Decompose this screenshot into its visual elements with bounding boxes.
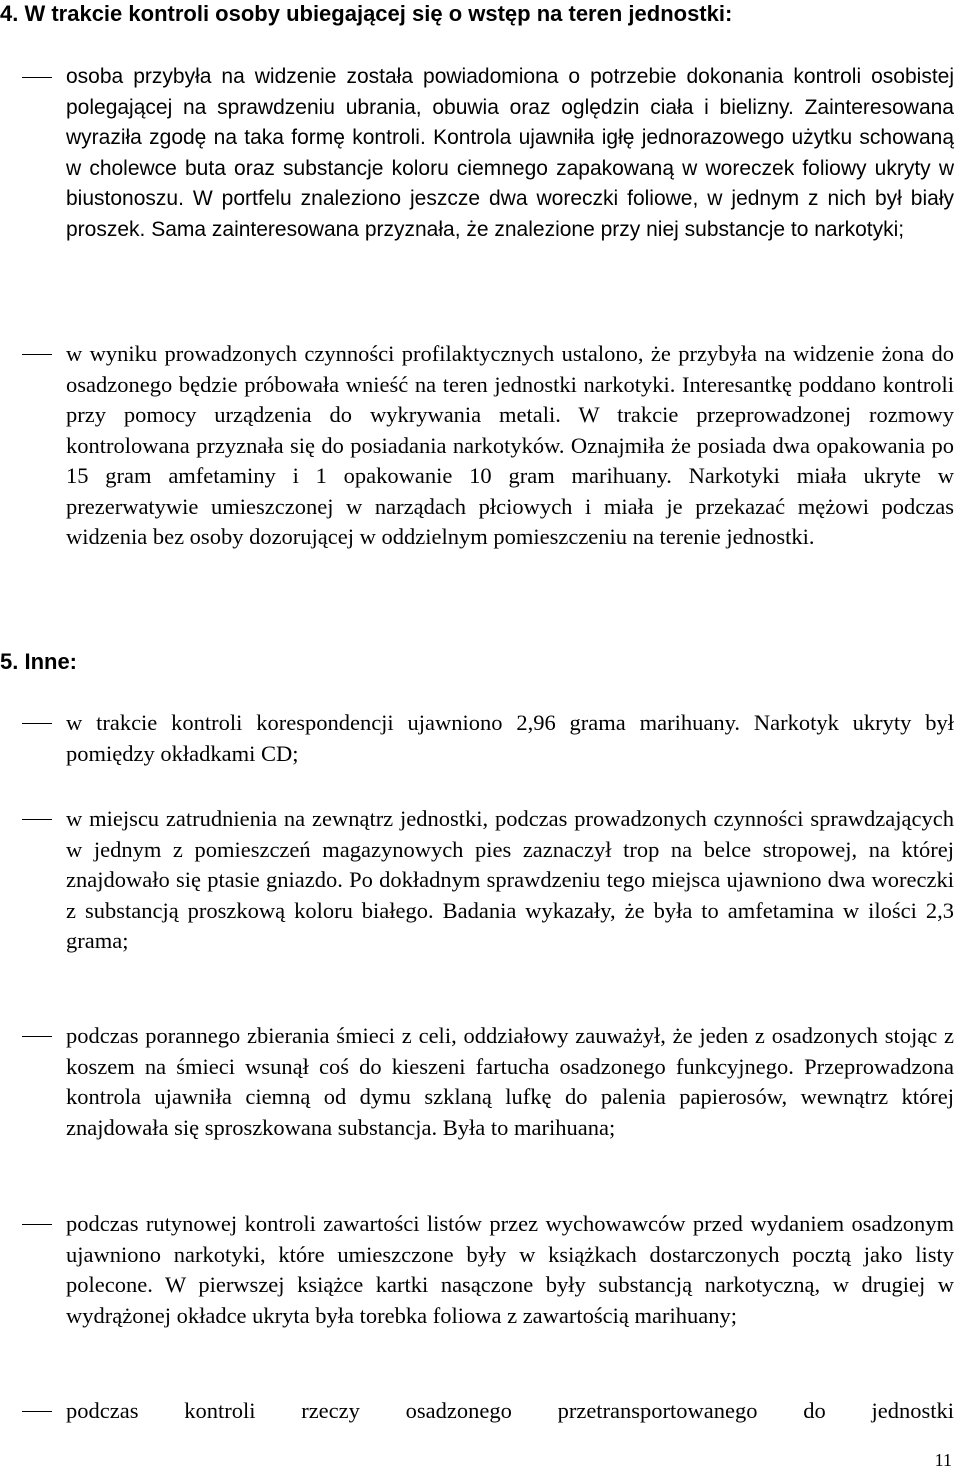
list-item-text: w miejscu zatrudnienia na zewnątrz jednostki, podczas prowadzonych czynności sprawdzających w jednym z pomieszczeń magazynowych pies zaznaczył trop na belce stropowej, na której znajdowało się ptasie gniazdo. Po dokładnym sprawdzeniu tego miejsca ujawniono dwa woreczki z substancją proszkową koloru białego. Badania wykazały, że była to amfetamina w ilości 2,3 grama; <box>66 806 954 953</box>
dash-bullet <box>22 819 52 820</box>
list-item-text: podczas kontroli rzeczy osadzonego przetransportowanego do jednostki <box>66 1398 954 1423</box>
dash-bullet <box>22 1036 52 1037</box>
list-item-text: osoba przybyła na widzenie została powiadomiona o potrzebie dokonania kontroli osobistej polegającej na sprawdzeniu ubrania, obuwia oraz oględzin ciała i bielizny. Zainteresowana wyraziła zgodę na taka formę kontroli. Kontrola ujawniła igłę jednorazowego użytku schowaną w cholewce buta oraz substancje koloru ciemnego zapakowaną w woreczek foliowy ukryty w biustonoszu. W portfelu znaleziono jeszcze dwa woreczki foliowe, w jednym z nich był biały proszek. Sama zainteresowana przyznała, że znalezione przy niej substancje to narkotyki; <box>66 65 954 241</box>
page-number: 11 <box>934 1450 952 1470</box>
dash-bullet <box>22 1224 52 1225</box>
dash-bullet <box>22 1411 52 1412</box>
list-item-text: podczas rutynowej kontroli zawartości listów przez wychowawców przed wydaniem osadzonym ujawniono narkotyki, które umieszczone były w książkach dostarczonych pocztą jako listy polecone. W pierwszej książce kartki nasączone były substancją narkotyczną, w drugiej w wydrążonej okładce ukryta była torebka foliowa z zawartością marihuany; <box>66 1211 954 1328</box>
list-item-text: podczas porannego zbierania śmieci z celi, oddziałowy zauważył, że jeden z osadzonych stojąc z koszem na śmieci wsunął coś do kieszeni fartucha osadzonego funkcyjnego. Przeprowadzona kontrola ujawniła ciemną od dymu szklaną lufkę do palenia papierosów, wewnątrz której znajdowała się sproszkowana substancja. Była to marihuana; <box>66 1023 954 1140</box>
list-item-text: w trakcie kontroli korespondencji ujawniono 2,96 grama marihuany. Narkotyk ukryty był pomiędzy okładkami CD; <box>66 710 954 766</box>
dash-bullet <box>22 77 52 78</box>
dash-bullet <box>22 354 52 355</box>
dash-bullet <box>22 723 52 724</box>
section-5-heading: 5. Inne: <box>0 649 78 674</box>
list-item-text: w wyniku prowadzonych czynności profilaktycznych ustalono, że przybyła na widzenie żona do osadzonego będzie próbowała wnieść na teren jednostki narkotyki. Interesantkę poddano kontroli przy pomocy urządzenia do wykrywania metali. W trakcie przeprowadzonej rozmowy kontrolowana przyznała się do posiadania narkotyków. Oznajmiła że posiada dwa opakowania po 15 gram amfetaminy i 1 opakowanie 10 gram marihuany. Narkotyki miała ukryte w prezerwatywie umieszczonej w narządach płciowych i miała je przekazać mężowi podczas widzenia bez osoby dozorującej w oddzielnym pomieszczeniu na terenie jednostki. <box>66 341 954 549</box>
section-4-heading: 4. W trakcie kontroli osoby ubiegającej się o wstęp na teren jednostki: <box>0 1 733 26</box>
